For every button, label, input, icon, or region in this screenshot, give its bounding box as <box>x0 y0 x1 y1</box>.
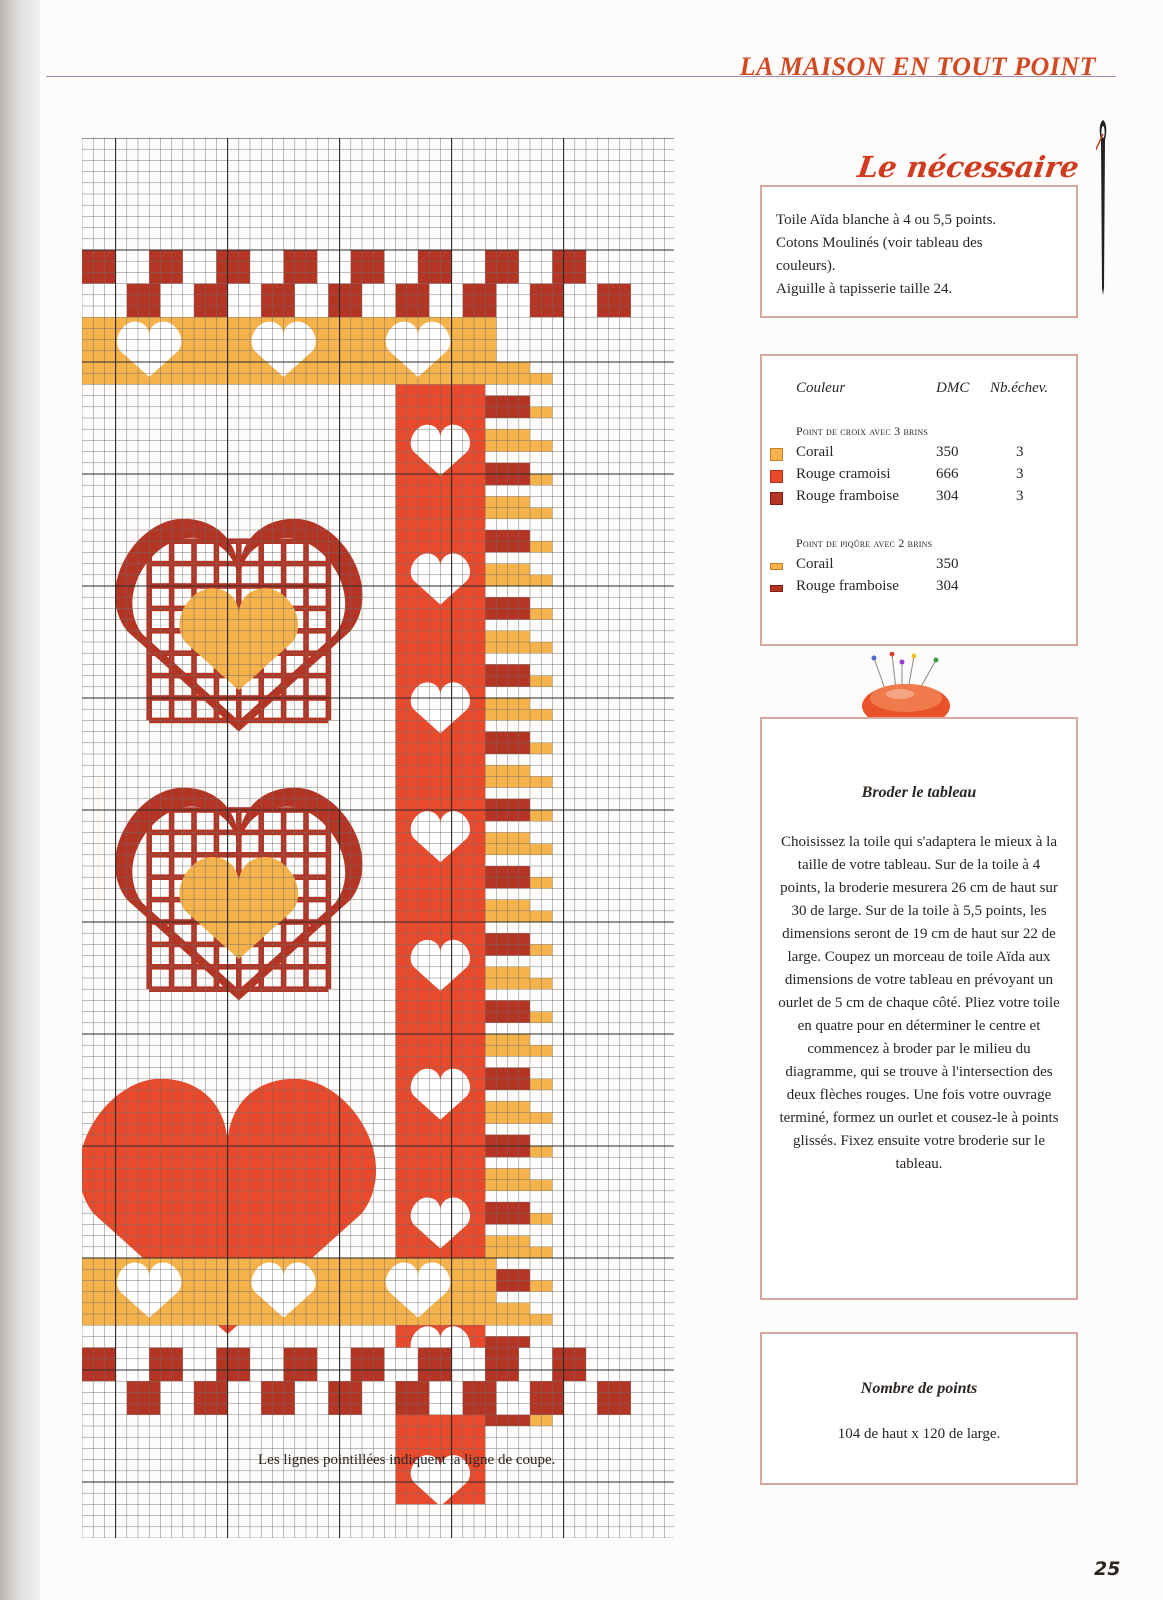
checker-square <box>216 1348 250 1382</box>
color-table-box <box>760 354 1078 646</box>
checker-square <box>160 1381 194 1415</box>
checker-square <box>396 1381 430 1415</box>
needle-icon <box>1096 120 1110 295</box>
checker-square <box>530 1381 564 1415</box>
points-count: 104 de haut x 120 de large. <box>837 1426 1001 1442</box>
checker-square <box>496 1381 530 1415</box>
cross-stitch-heading: Point de croix avec 3 brins <box>796 424 929 438</box>
color-row <box>768 466 1068 486</box>
swatch-cramoisi <box>770 470 783 483</box>
color-name: Rouge framboise <box>796 488 899 504</box>
checker-square <box>228 1381 262 1415</box>
col-header-dmc: DMC <box>936 380 970 396</box>
checker-square <box>116 250 150 284</box>
checker-square <box>284 250 318 284</box>
color-skeins: 3 <box>1016 444 1024 460</box>
color-name: Corail <box>796 444 834 460</box>
checker-square <box>362 284 396 318</box>
necessaire-title <box>855 150 1082 184</box>
checker-square <box>250 1348 284 1382</box>
backstitch-heading: Point de piqûre avec 2 brins <box>796 536 933 550</box>
color-skeins: 3 <box>1016 466 1024 482</box>
color-dmc: 350 <box>936 556 959 572</box>
checker-square <box>295 1381 329 1415</box>
necessaire-line: Toile Aïda blanche à 4 ou 5,5 points. <box>776 212 997 228</box>
checker-square <box>429 1381 463 1415</box>
color-row <box>768 444 1068 464</box>
checker-square <box>328 284 362 318</box>
chart-stitches <box>82 250 631 1538</box>
checker-square <box>586 250 620 284</box>
checker-square <box>328 1381 362 1415</box>
swatch-corail <box>770 448 783 461</box>
necessaire-line: Cotons Moulinés (voir tableau des <box>776 235 983 251</box>
checker-square <box>194 284 228 318</box>
checker-square <box>216 250 250 284</box>
col-header-skeins: Nb.échev. <box>990 380 1049 396</box>
broder-instructions: Choisissez la toile qui s'adaptera le mieux à la taille de votre tableau. Sur de la toile à 4 points, la broderie mesurera 26 cm de haut sur 30 de large. Sur de la toile à 5,5 points, les dimensions seront de 19 cm de haut sur 22 de large. Coupez un morceau de toile Aïda aux dimensions de votre tableau en prévoyant un ourlet de 5 cm de chaque côté. Pliez votre toile en quatre pour en déterminer le centre et commencez à broder par le milieu du diagramme, qui se trouve à l'intersection des deux flèches rouges. Une fois votre ouvrage terminé, formez un ourlet et cousez-le à points glissés. Fixez ensuite votre broderie sur le tableau. <box>778 834 1060 1172</box>
center-arrow <box>98 115 99 1565</box>
checker-square <box>564 284 598 318</box>
checker-square <box>194 1381 228 1415</box>
swatch-framboise <box>770 492 783 505</box>
color-dmc: 304 <box>936 488 959 504</box>
checker-square <box>116 1348 150 1382</box>
checker-square <box>160 284 194 318</box>
checker-square <box>149 250 183 284</box>
color-name: Corail <box>796 556 834 572</box>
checker-square <box>317 250 351 284</box>
checker-square <box>452 250 486 284</box>
checker-square <box>183 250 217 284</box>
page-number: 25 <box>1094 1558 1121 1580</box>
necessaire-line: Aiguille à tapisserie taille 24. <box>776 281 953 297</box>
broder-title: Broder le tableau <box>861 784 977 801</box>
color-name: Rouge cramoisi <box>796 466 891 482</box>
checker-square <box>429 284 463 318</box>
color-dmc: 666 <box>936 466 959 482</box>
checker-square <box>261 284 295 318</box>
checker-square <box>351 1348 385 1382</box>
checker-square <box>519 250 553 284</box>
cross-stitch-chart <box>82 138 674 1538</box>
color-row <box>768 488 1068 508</box>
checker-square <box>396 284 430 318</box>
checker-square <box>586 1348 620 1382</box>
checker-square <box>183 1348 217 1382</box>
color-row <box>768 556 1068 576</box>
checker-square <box>295 284 329 318</box>
swatch-framboise-backstitch <box>770 585 783 592</box>
checker-square <box>384 250 418 284</box>
checker-square <box>597 1381 631 1415</box>
points-box <box>760 1332 1078 1485</box>
checker-square <box>552 250 586 284</box>
checker-square <box>228 284 262 318</box>
points-title: Nombre de points <box>860 1380 978 1397</box>
checker-square <box>418 250 452 284</box>
checker-square <box>463 1381 497 1415</box>
chart-caption: Les lignes pointillées indiquent la ligne de coupe. <box>258 1452 556 1468</box>
checker-square <box>463 284 497 318</box>
checker-square <box>261 1381 295 1415</box>
checker-square <box>597 284 631 318</box>
swatch-corail-backstitch <box>770 563 783 570</box>
checker-square <box>384 1348 418 1382</box>
checker-square <box>127 1381 161 1415</box>
checker-square <box>317 1348 351 1382</box>
checker-square <box>418 1348 452 1382</box>
necessaire-box <box>760 185 1078 318</box>
necessaire-title-text: Le nécessaire <box>855 150 1082 184</box>
necessaire-line: couleurs). <box>776 258 836 274</box>
checker-square <box>485 250 519 284</box>
col-header-couleur: Couleur <box>796 380 846 396</box>
color-dmc: 304 <box>936 578 959 594</box>
checker-square <box>485 1348 519 1382</box>
broder-box <box>760 717 1078 1300</box>
checker-square <box>284 1348 318 1382</box>
page-header-title: LA MAISON EN TOUT POINT <box>739 52 1096 81</box>
checker-square <box>127 284 161 318</box>
checker-square <box>351 250 385 284</box>
checker-square <box>496 284 530 318</box>
checker-square <box>552 1348 586 1382</box>
checker-square <box>362 1381 396 1415</box>
checker-square <box>519 1348 553 1382</box>
page-binding-shadow <box>0 0 40 1600</box>
color-row <box>768 578 1068 598</box>
checker-square <box>530 284 564 318</box>
color-skeins: 3 <box>1016 488 1024 504</box>
color-dmc: 350 <box>936 444 959 460</box>
checker-square <box>564 1381 598 1415</box>
checker-square <box>452 1348 486 1382</box>
color-name: Rouge framboise <box>796 578 899 594</box>
checker-square <box>250 250 284 284</box>
chart-grid <box>82 138 674 1538</box>
checker-square <box>149 1348 183 1382</box>
